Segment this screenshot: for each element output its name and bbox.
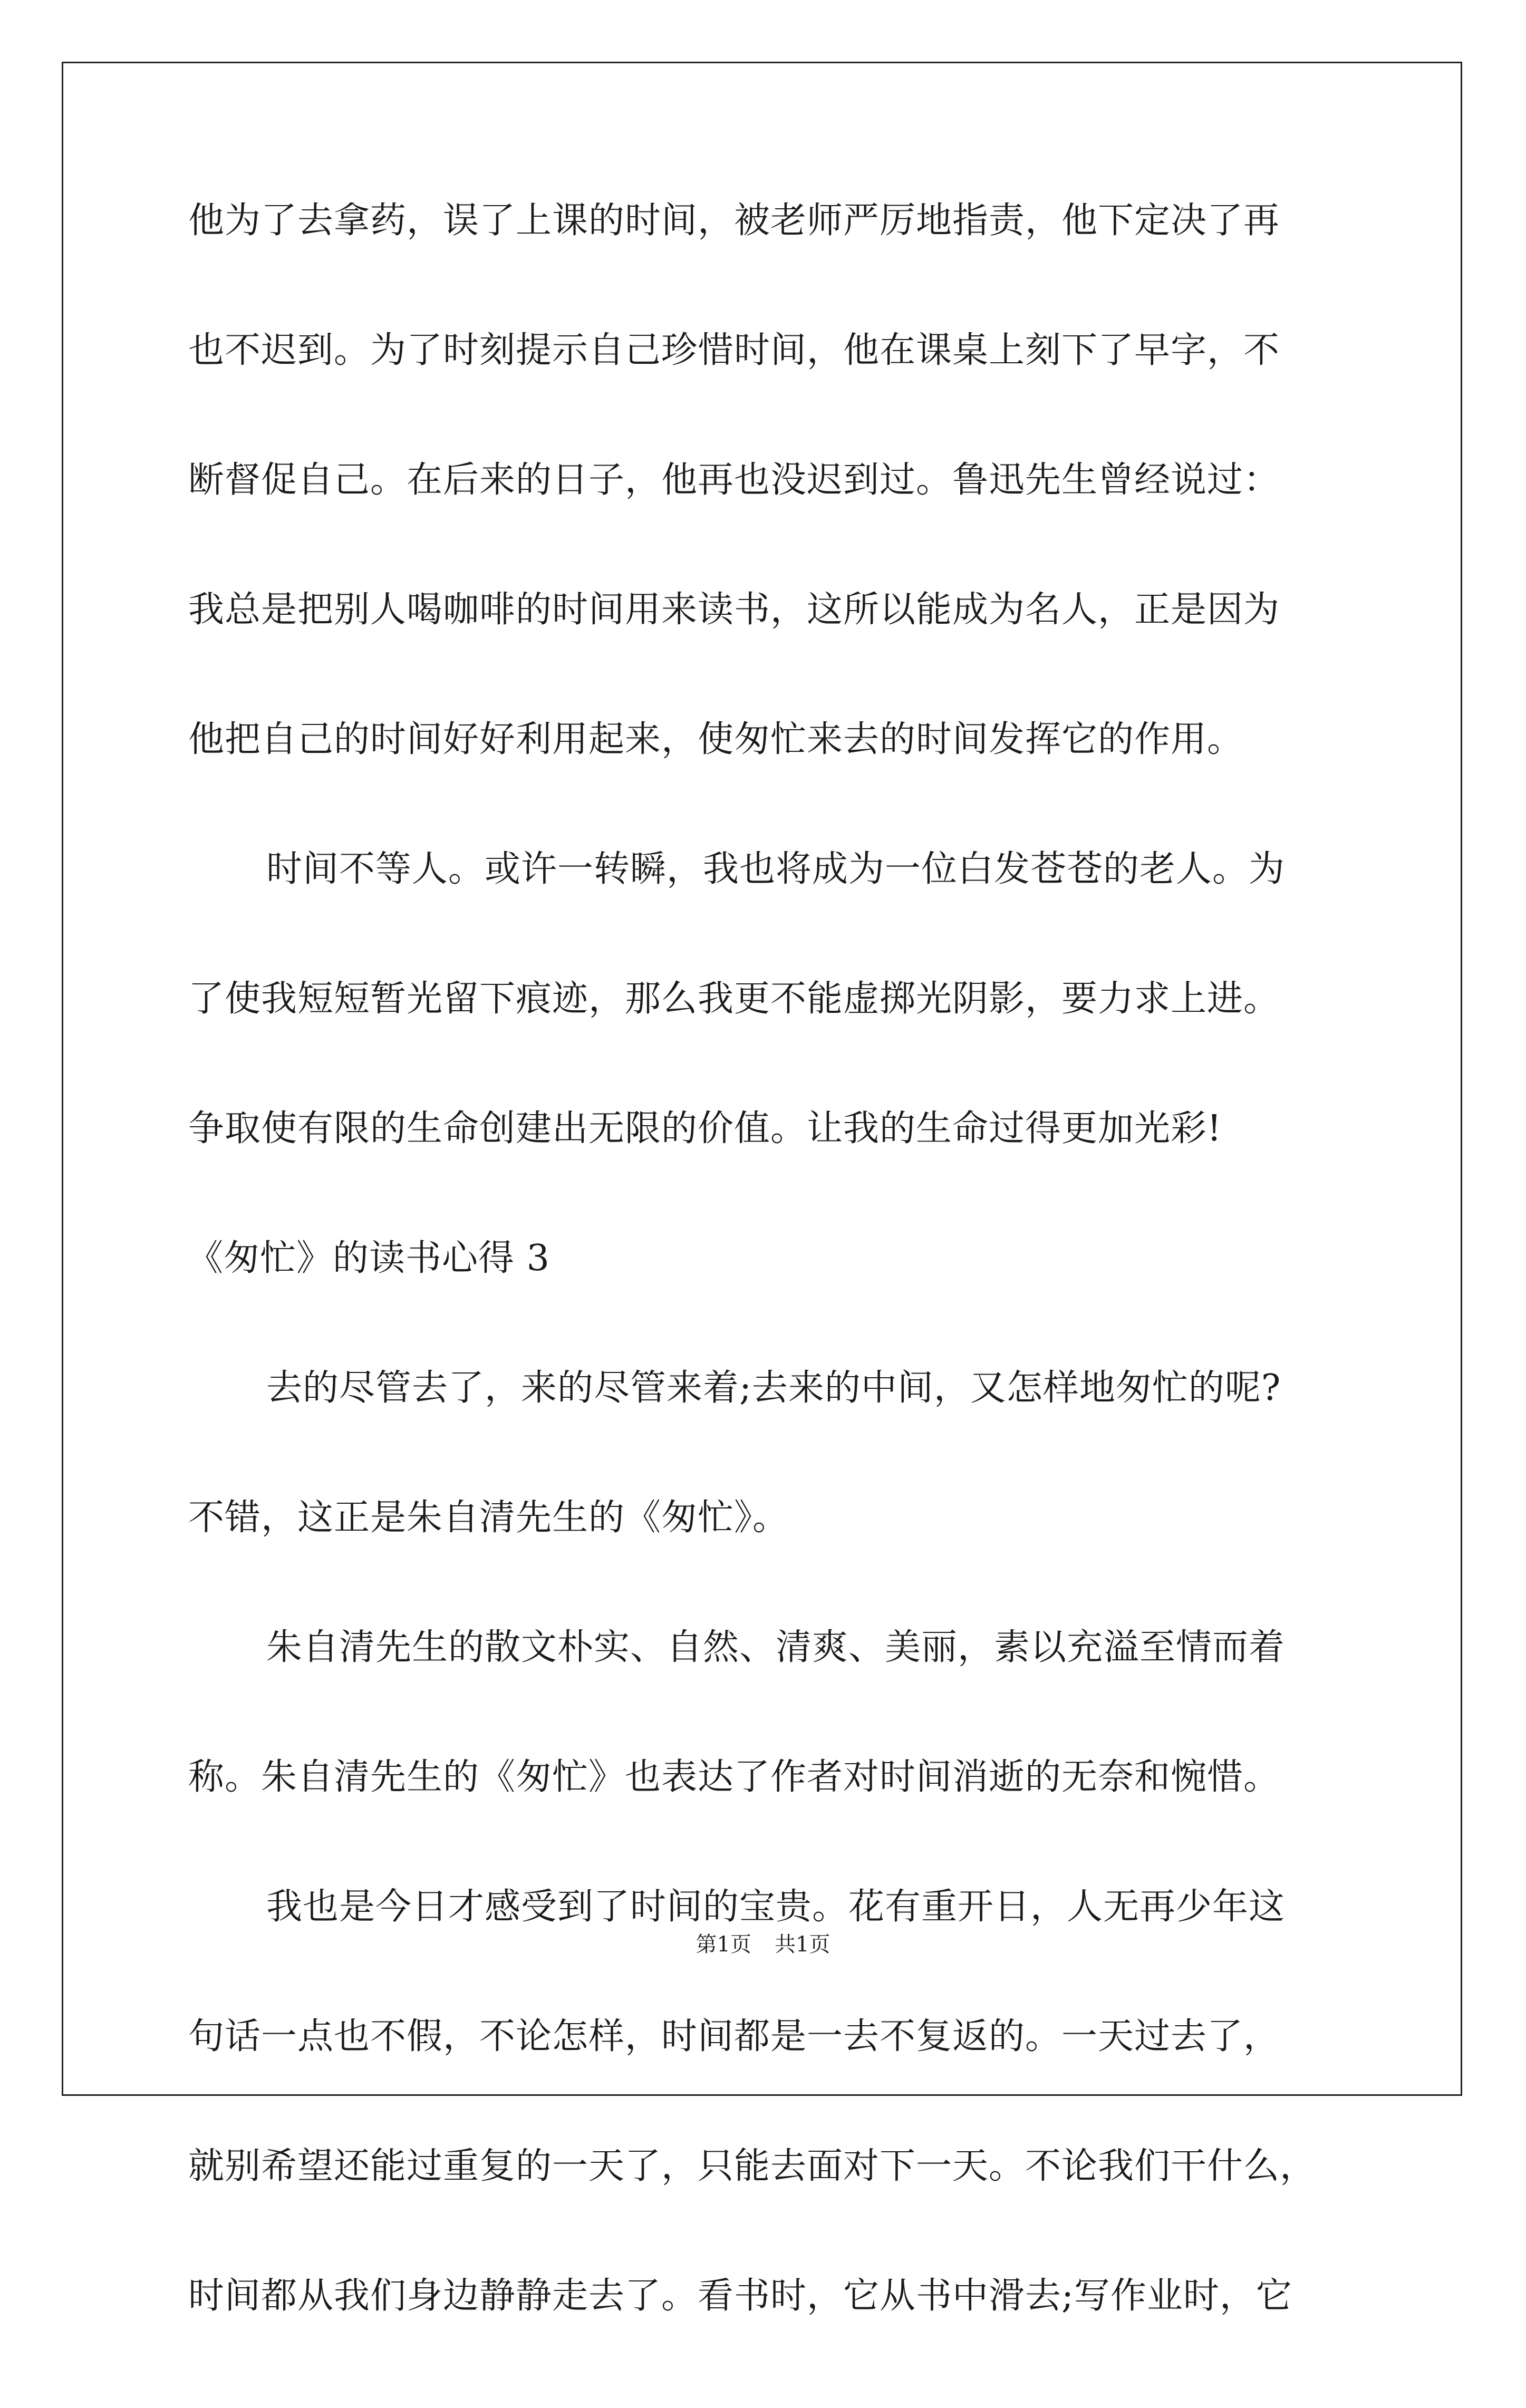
page-number-total: 共1页 xyxy=(775,1932,830,1957)
text-line: 断督促自己。在后来的日子，他再也没迟到过。鲁迅先生曾经说过： xyxy=(188,459,1280,501)
text-line: 也不迟到。为了时刻提示自己珍惜时间，他在课桌上刻下了早字，不 xyxy=(188,330,1280,371)
page-number-current: 第1页 xyxy=(696,1932,751,1957)
text-line: 称。朱自清先生的《匆忙》也表达了作者对时间消逝的无奈和惋惜。 xyxy=(188,1756,1280,1798)
text-line: 就别希望还能过重复的一天了，只能去面对下一天。不论我们干什么， xyxy=(188,2145,1317,2187)
text-line: 时间都从我们身边静静走去了。看书时，它从书中滑去;写作业时，它 xyxy=(188,2275,1292,2317)
text-line: 了使我短短暂光留下痕迹，那么我更不能虚掷光阴影，要力求上进。 xyxy=(188,978,1280,1020)
text-line: 他把自己的时间好好利用起来，使匆忙来去的时间发挥它的作用。 xyxy=(188,719,1244,760)
document-body xyxy=(187,200,1348,2408)
page-footer xyxy=(0,1934,1526,1955)
text-line: 争取使有限的生命创建出无限的价值。让我的生命过得更加光彩! xyxy=(188,1108,1222,1149)
paragraph-start-line: 朱自清先生的散文朴实、自然、清爽、美丽，素以充溢至情而着 xyxy=(266,1627,1286,1668)
paragraph-start-line: 去的尽管去了，来的尽管来着;去来的中间，又怎样地匆忙的呢? xyxy=(266,1367,1281,1409)
paragraph-start-line: 时间不等人。或许一转瞬，我也将成为一位白发苍苍的老人。为 xyxy=(266,848,1286,890)
text-line: 我总是把别人喝咖啡的时间用来读书，这所以能成为名人，正是因为 xyxy=(188,589,1280,631)
section-heading: 《匆忙》的读书心得 3 xyxy=(187,1237,550,1279)
text-line: 他为了去拿药，误了上课的时间，被老师严厉地指责，他下定决了再 xyxy=(188,200,1280,241)
text-line: 句话一点也不假，不论怎样，时间都是一去不复返的。一天过去了， xyxy=(188,2016,1280,2057)
paragraph-start-line: 我也是今日才感受到了时间的宝贵。花有重开日，人无再少年这 xyxy=(266,1886,1286,1928)
text-line: 不错，这正是朱自清先生的《匆忙》。 xyxy=(188,1497,789,1539)
